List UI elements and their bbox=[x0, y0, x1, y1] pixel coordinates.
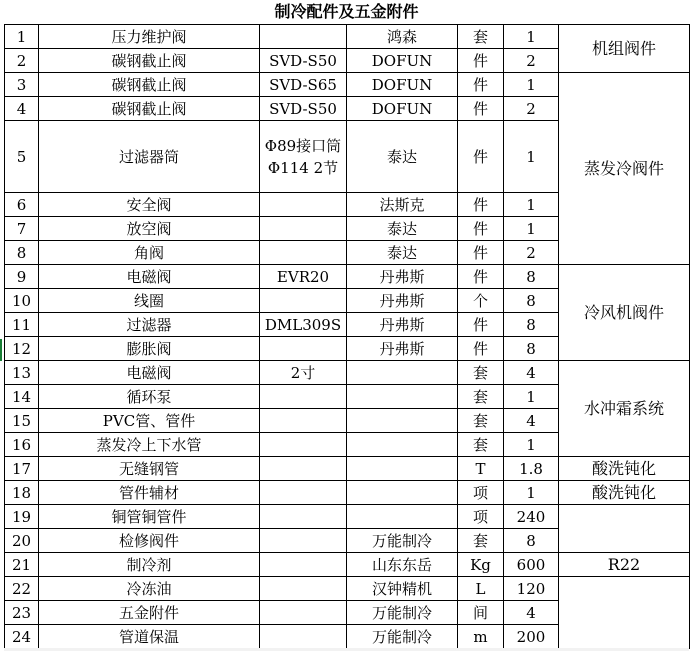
item-name-cell[interactable]: 膨胀阀 bbox=[39, 337, 260, 361]
brand-cell[interactable]: 泰达 bbox=[347, 121, 458, 193]
unit-cell[interactable]: 套 bbox=[458, 433, 504, 457]
brand-cell[interactable]: 法斯克 bbox=[347, 193, 458, 217]
remark-cell[interactable]: 机组阀件 bbox=[559, 25, 690, 73]
row-number-cell[interactable]: 22 bbox=[5, 577, 39, 601]
quantity-cell[interactable]: 200 bbox=[504, 625, 559, 649]
brand-cell[interactable] bbox=[347, 433, 458, 457]
brand-cell[interactable]: 丹弗斯 bbox=[347, 289, 458, 313]
selected-row-marker bbox=[0, 339, 2, 361]
item-name-cell[interactable]: 放空阀 bbox=[39, 217, 260, 241]
item-name-cell[interactable]: 电磁阀 bbox=[39, 361, 260, 385]
table-row[interactable] bbox=[5, 457, 690, 481]
quantity-cell[interactable]: 1 bbox=[504, 25, 559, 49]
unit-cell[interactable]: T bbox=[458, 457, 504, 481]
quantity-cell[interactable]: 1 bbox=[504, 481, 559, 505]
item-name-cell[interactable]: 过滤器筒 bbox=[39, 121, 260, 193]
item-name-cell[interactable]: PVC管、管件 bbox=[39, 409, 260, 433]
table-row[interactable] bbox=[5, 481, 690, 505]
table-row[interactable] bbox=[5, 505, 690, 529]
unit-cell[interactable]: L bbox=[458, 577, 504, 601]
row-number-cell[interactable]: 24 bbox=[5, 625, 39, 649]
sheet-title: 制冷配件及五金附件 bbox=[274, 2, 419, 21]
row-number-cell[interactable]: 3 bbox=[5, 73, 39, 97]
row-number-cell[interactable]: 1 bbox=[5, 25, 39, 49]
brand-cell[interactable]: 丹弗斯 bbox=[347, 313, 458, 337]
item-name-cell[interactable]: 制冷剂 bbox=[39, 553, 260, 577]
quantity-cell[interactable]: 2 bbox=[504, 241, 559, 265]
table-row[interactable] bbox=[5, 577, 690, 601]
quantity-cell[interactable]: 240 bbox=[504, 505, 559, 529]
table-row[interactable] bbox=[5, 73, 690, 97]
model-cell[interactable] bbox=[260, 25, 347, 49]
item-name-cell[interactable]: 五金附件 bbox=[39, 601, 260, 625]
brand-cell[interactable] bbox=[347, 385, 458, 409]
row-number-cell[interactable]: 5 bbox=[5, 121, 39, 193]
row-number-cell[interactable]: 23 bbox=[5, 601, 39, 625]
unit-cell[interactable]: 件 bbox=[458, 49, 504, 73]
brand-cell[interactable] bbox=[347, 457, 458, 481]
unit-cell[interactable]: 件 bbox=[458, 121, 504, 193]
model-cell[interactable]: EVR20 bbox=[260, 265, 347, 289]
quantity-cell[interactable]: 1 bbox=[504, 385, 559, 409]
quantity-cell[interactable]: 4 bbox=[504, 409, 559, 433]
remark-cell[interactable]: R22 bbox=[559, 553, 690, 577]
unit-cell[interactable]: 件 bbox=[458, 193, 504, 217]
model-cell[interactable]: Φ89接口筒Φ114 2节 bbox=[260, 121, 347, 193]
unit-cell[interactable]: 套 bbox=[458, 409, 504, 433]
quantity-cell[interactable]: 1 bbox=[504, 73, 559, 97]
row-number-cell[interactable]: 20 bbox=[5, 529, 39, 553]
unit-cell[interactable]: 项 bbox=[458, 505, 504, 529]
model-cell[interactable] bbox=[260, 553, 347, 577]
quantity-cell[interactable]: 8 bbox=[504, 313, 559, 337]
item-name-cell[interactable]: 无缝钢管 bbox=[39, 457, 260, 481]
model-cell[interactable] bbox=[260, 193, 347, 217]
model-cell[interactable] bbox=[260, 625, 347, 649]
brand-cell[interactable] bbox=[347, 481, 458, 505]
model-cell[interactable] bbox=[260, 433, 347, 457]
row-number-cell[interactable]: 8 bbox=[5, 241, 39, 265]
row-number-cell[interactable]: 18 bbox=[5, 481, 39, 505]
item-name-cell[interactable]: 管件辅材 bbox=[39, 481, 260, 505]
quantity-cell[interactable]: 8 bbox=[504, 289, 559, 313]
unit-cell[interactable]: 个 bbox=[458, 289, 504, 313]
unit-cell[interactable]: 件 bbox=[458, 97, 504, 121]
model-cell[interactable] bbox=[260, 337, 347, 361]
remark-cell[interactable]: 酸洗钝化 bbox=[559, 457, 690, 481]
unit-cell[interactable]: m bbox=[458, 625, 504, 649]
remark-cell[interactable]: 酸洗钝化 bbox=[559, 481, 690, 505]
quantity-cell[interactable]: 1 bbox=[504, 121, 559, 193]
brand-cell[interactable]: 万能制冷 bbox=[347, 625, 458, 649]
model-cell[interactable]: DML309S bbox=[260, 313, 347, 337]
unit-cell[interactable]: 件 bbox=[458, 217, 504, 241]
model-cell[interactable]: 2寸 bbox=[260, 361, 347, 385]
item-name-cell[interactable]: 铜管铜管件 bbox=[39, 505, 260, 529]
item-name-cell[interactable]: 循环泵 bbox=[39, 385, 260, 409]
item-name-cell[interactable]: 蒸发冷上下水管 bbox=[39, 433, 260, 457]
row-number-cell[interactable]: 15 bbox=[5, 409, 39, 433]
brand-cell[interactable]: 丹弗斯 bbox=[347, 337, 458, 361]
row-number-cell[interactable]: 2 bbox=[5, 49, 39, 73]
brand-cell[interactable] bbox=[347, 505, 458, 529]
row-number-cell[interactable]: 4 bbox=[5, 97, 39, 121]
remark-cell[interactable]: 蒸发冷阀件 bbox=[559, 73, 690, 265]
item-name-cell[interactable]: 冷冻油 bbox=[39, 577, 260, 601]
brand-cell[interactable]: 万能制冷 bbox=[347, 529, 458, 553]
quantity-cell[interactable]: 600 bbox=[504, 553, 559, 577]
model-cell[interactable] bbox=[260, 505, 347, 529]
parts-table bbox=[4, 24, 690, 649]
quantity-cell[interactable]: 4 bbox=[504, 361, 559, 385]
table-row[interactable] bbox=[5, 361, 690, 385]
quantity-cell[interactable]: 8 bbox=[504, 265, 559, 289]
unit-cell[interactable]: 套 bbox=[458, 361, 504, 385]
model-cell[interactable] bbox=[260, 457, 347, 481]
remark-cell[interactable] bbox=[559, 577, 690, 649]
remark-cell[interactable]: 水冲霜系统 bbox=[559, 361, 690, 457]
quantity-cell[interactable]: 1 bbox=[504, 433, 559, 457]
model-cell[interactable] bbox=[260, 217, 347, 241]
item-name-cell[interactable]: 安全阀 bbox=[39, 193, 260, 217]
remark-cell[interactable]: 冷风机阀件 bbox=[559, 265, 690, 361]
item-name-cell[interactable]: 线圈 bbox=[39, 289, 260, 313]
unit-cell[interactable]: 件 bbox=[458, 241, 504, 265]
unit-cell[interactable]: 套 bbox=[458, 385, 504, 409]
model-cell[interactable] bbox=[260, 289, 347, 313]
unit-cell[interactable]: 件 bbox=[458, 337, 504, 361]
unit-cell[interactable]: 件 bbox=[458, 73, 504, 97]
brand-cell[interactable]: 丹弗斯 bbox=[347, 265, 458, 289]
model-cell[interactable]: SVD-S50 bbox=[260, 49, 347, 73]
brand-cell[interactable]: DOFUN bbox=[347, 73, 458, 97]
item-name-cell[interactable]: 碳钢截止阀 bbox=[39, 97, 260, 121]
row-number-cell[interactable]: 7 bbox=[5, 217, 39, 241]
unit-cell[interactable]: 件 bbox=[458, 313, 504, 337]
item-name-cell[interactable]: 电磁阀 bbox=[39, 265, 260, 289]
row-number-cell[interactable]: 9 bbox=[5, 265, 39, 289]
quantity-cell[interactable]: 8 bbox=[504, 529, 559, 553]
row-number-cell[interactable]: 16 bbox=[5, 433, 39, 457]
item-name-cell[interactable]: 管道保温 bbox=[39, 625, 260, 649]
quantity-cell[interactable]: 1 bbox=[504, 217, 559, 241]
quantity-cell[interactable]: 120 bbox=[504, 577, 559, 601]
row-number-cell[interactable]: 11 bbox=[5, 313, 39, 337]
row-number-cell[interactable]: 6 bbox=[5, 193, 39, 217]
unit-cell[interactable]: 套 bbox=[458, 529, 504, 553]
table-row[interactable] bbox=[5, 25, 690, 49]
unit-cell[interactable]: 项 bbox=[458, 481, 504, 505]
model-cell[interactable] bbox=[260, 529, 347, 553]
row-number-cell[interactable]: 17 bbox=[5, 457, 39, 481]
brand-cell[interactable]: 汉钟精机 bbox=[347, 577, 458, 601]
quantity-cell[interactable]: 1 bbox=[504, 193, 559, 217]
brand-cell[interactable]: DOFUN bbox=[347, 49, 458, 73]
model-cell[interactable]: SVD-S50 bbox=[260, 97, 347, 121]
table-row[interactable] bbox=[5, 553, 690, 577]
brand-cell[interactable]: 鸿森 bbox=[347, 25, 458, 49]
unit-cell[interactable]: Kg bbox=[458, 553, 504, 577]
quantity-cell[interactable]: 2 bbox=[504, 49, 559, 73]
item-name-cell[interactable]: 压力维护阀 bbox=[39, 25, 260, 49]
brand-cell[interactable]: 泰达 bbox=[347, 217, 458, 241]
unit-cell[interactable]: 件 bbox=[458, 265, 504, 289]
brand-cell[interactable]: 万能制冷 bbox=[347, 601, 458, 625]
model-cell[interactable] bbox=[260, 241, 347, 265]
item-name-cell[interactable]: 碳钢截止阀 bbox=[39, 49, 260, 73]
quantity-cell[interactable]: 4 bbox=[504, 601, 559, 625]
brand-cell[interactable]: 泰达 bbox=[347, 241, 458, 265]
quantity-cell[interactable]: 2 bbox=[504, 97, 559, 121]
model-cell[interactable] bbox=[260, 409, 347, 433]
model-cell[interactable] bbox=[260, 577, 347, 601]
row-number-cell[interactable]: 21 bbox=[5, 553, 39, 577]
row-number-cell[interactable]: 14 bbox=[5, 385, 39, 409]
item-name-cell[interactable]: 碳钢截止阀 bbox=[39, 73, 260, 97]
brand-cell[interactable] bbox=[347, 409, 458, 433]
unit-cell[interactable]: 间 bbox=[458, 601, 504, 625]
brand-cell[interactable]: DOFUN bbox=[347, 97, 458, 121]
remark-cell[interactable] bbox=[559, 505, 690, 553]
row-number-cell[interactable]: 13 bbox=[5, 361, 39, 385]
model-cell[interactable] bbox=[260, 385, 347, 409]
quantity-cell[interactable]: 8 bbox=[504, 337, 559, 361]
row-number-cell[interactable]: 19 bbox=[5, 505, 39, 529]
brand-cell[interactable] bbox=[347, 361, 458, 385]
table-row[interactable] bbox=[5, 265, 690, 289]
unit-cell[interactable]: 套 bbox=[458, 25, 504, 49]
item-name-cell[interactable]: 检修阀件 bbox=[39, 529, 260, 553]
brand-cell[interactable]: 山东东岳 bbox=[347, 553, 458, 577]
model-cell[interactable] bbox=[260, 601, 347, 625]
row-number-cell[interactable]: 12 bbox=[5, 337, 39, 361]
model-cell[interactable] bbox=[260, 481, 347, 505]
model-cell[interactable]: SVD-S65 bbox=[260, 73, 347, 97]
item-name-cell[interactable]: 过滤器 bbox=[39, 313, 260, 337]
quantity-cell[interactable]: 1.8 bbox=[504, 457, 559, 481]
item-name-cell[interactable]: 角阀 bbox=[39, 241, 260, 265]
row-number-cell[interactable]: 10 bbox=[5, 289, 39, 313]
